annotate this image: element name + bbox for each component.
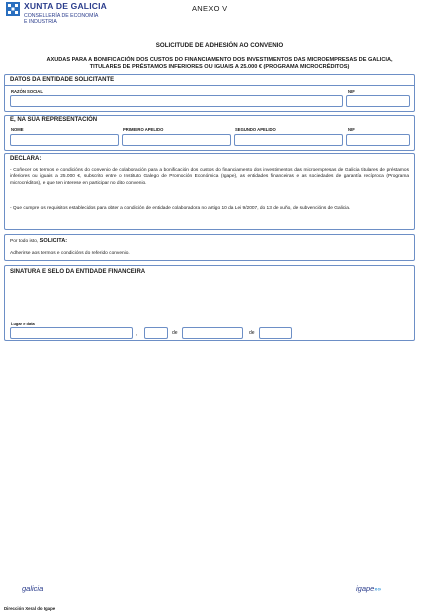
declara-heading: DECLARA:: [10, 156, 42, 162]
segundo-apelido-input[interactable]: [235, 142, 342, 152]
igape-logo: [356, 584, 381, 593]
xunta-emblem-icon: [6, 2, 20, 16]
solicita-lead: Por todo isto,: [10, 239, 40, 244]
solicita-section: [4, 234, 415, 261]
document-subtitle: [0, 57, 439, 70]
nome-field[interactable]: [10, 134, 119, 146]
galicia-logo-text: galicia: [22, 584, 44, 593]
de-separator-1: de: [172, 330, 178, 336]
primeiro-apelido-field[interactable]: [122, 134, 231, 146]
place-field[interactable]: [10, 327, 133, 339]
nome-input[interactable]: [11, 142, 118, 152]
year-field[interactable]: [259, 327, 292, 339]
rep-nif-input[interactable]: [347, 142, 409, 152]
xunta-logo: [6, 2, 107, 25]
day-input[interactable]: [145, 335, 167, 345]
igape-logo-text: igape: [356, 584, 375, 593]
signature-section: [4, 265, 415, 341]
nif-input[interactable]: [347, 103, 409, 113]
solicita-line: [10, 238, 67, 244]
razon-social-input[interactable]: [11, 103, 342, 113]
declara-item-2: - Que cumpre os requisitos establecidos para obter a condición de entidade colaboradora no artigo 10 da Lei 9/2007, do 13 de xuño, de subvencións de Galicia.: [10, 206, 351, 211]
nif-field[interactable]: [346, 95, 410, 107]
razon-social-label: RAZÓN SOCIAL: [11, 89, 43, 94]
solicita-keyword: SOLICITA:: [39, 238, 68, 244]
rep-nif-field[interactable]: [346, 134, 410, 146]
month-input[interactable]: [183, 335, 242, 345]
declara-section: [4, 153, 415, 230]
logo-subtitle: [24, 13, 107, 25]
galicia-logo: [22, 584, 43, 593]
place-input[interactable]: [11, 335, 132, 345]
document-title: SOLICITUDE DE ADHESIÓN AO CONVENIO: [155, 42, 284, 49]
solicita-text: Adherirse aos termos e condicións do referido convenio.: [10, 251, 130, 256]
primeiro-apelido-input[interactable]: [123, 142, 230, 152]
year-input[interactable]: [260, 335, 291, 345]
segundo-apelido-label: SEGUNDO APELIDO: [235, 127, 276, 132]
rep-nif-label: NIF: [348, 127, 355, 132]
nif-label: NIF: [348, 89, 355, 94]
segundo-apelido-field[interactable]: [234, 134, 343, 146]
footer-note: Dirección Xeral do Igape: [4, 606, 56, 611]
declara-item-1: - Coñecer os termos e condicións do convenio de colaboración para a bonificación dos custos do financiamento dos investimentos das microempresas de Galicia titulares de préstamos inferiores ou iguais a 25.000 €, subscrito entre o Instituto Galego de Promoción Económica (Igape), as entidades financeiras e as sociedades de garantía recíproca (Programa microcréditos), e que ten interese en participar no dito convenio.: [10, 168, 409, 186]
razon-social-field[interactable]: [10, 95, 343, 107]
logo-subtitle-line-2: E INDUSTRIA: [24, 18, 57, 25]
comma-separator: ,: [136, 331, 138, 337]
nome-label: NOME: [11, 127, 24, 132]
annex-label: ANEXO V: [192, 4, 228, 13]
day-field[interactable]: [144, 327, 168, 339]
logo-subtitle-line-1: CONSELLERÍA DE ECONOMÍA: [24, 12, 99, 19]
entity-heading: DATOS DA ENTIDADE SOLICITANTE: [10, 77, 115, 83]
representation-heading: E, NA SÚA REPRESENTACIÓN: [10, 117, 98, 123]
place-date-label: Lugar e data: [11, 321, 35, 326]
divider: [5, 85, 414, 86]
signature-heading: SINATURA E SELO DA ENTIDADE FINANCEIRA: [10, 269, 146, 275]
igape-arrows-icon: »»: [374, 587, 382, 593]
entity-section: [4, 74, 415, 112]
logo-title: XUNTA DE GALICIA: [24, 1, 108, 11]
subtitle-line-1: AXUDAS PARA A BONIFICACIÓN DOS CUSTOS DO FINANCIAMENTO DOS INVESTIMENTOS DAS MICROEMPRESAS DE GALICIA,: [46, 57, 393, 63]
de-separator-2: de: [249, 330, 255, 336]
subtitle-line-2: TITULARES DE PRÉSTAMOS INFERIORES OU IGUAIS A 25.000 € (PROGRAMA MICROCRÉDITOS): [89, 63, 350, 70]
header: [6, 2, 433, 32]
primeiro-apelido-label: PRIMEIRO APELIDO: [123, 127, 164, 132]
month-field[interactable]: [182, 327, 243, 339]
representation-section: [4, 115, 415, 151]
